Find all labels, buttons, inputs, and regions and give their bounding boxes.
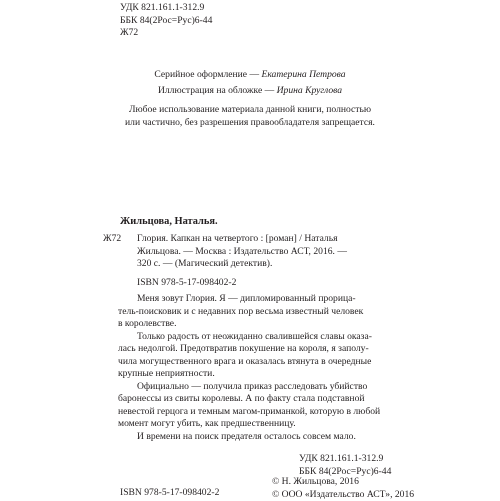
bottom-udk-code: УДК 821.161.1-312.9 bbox=[299, 453, 391, 466]
legal-notice-line: Любое использование материала данной книги, полностью bbox=[0, 104, 500, 117]
annotation-line: тель-поисковик и с недавних пор весьма известный человек bbox=[118, 306, 372, 319]
udk-code: УДК 821.161.1-312.9 bbox=[120, 2, 212, 15]
annotation-paragraph bbox=[118, 431, 372, 444]
legal-notice-line: или частично, без разрешения правообладателя запрещается. bbox=[0, 117, 500, 130]
annotation bbox=[118, 293, 372, 443]
cover-illustration-credit bbox=[0, 85, 500, 98]
bottom-classification bbox=[299, 453, 391, 478]
annotation-line: лась недолгой. Предотвратив покушение на короля, я заполу- bbox=[118, 343, 372, 356]
catalog-author-heading: Жильцова, Наталья. bbox=[120, 216, 218, 229]
annotation-paragraph bbox=[118, 381, 372, 431]
catalog-code: Ж72 bbox=[103, 233, 121, 246]
annotation-line: невестой герцога и темным магом-приманкой, которую в любой bbox=[118, 406, 372, 419]
catalog-title-entry bbox=[137, 233, 400, 271]
series-design-label: Серийное оформление — bbox=[154, 69, 261, 80]
annotation-line: Официально — получила приказ расследовать убийство bbox=[118, 381, 372, 394]
annotation-line: Меня зовут Глория. Я — дипломированный прорица- bbox=[118, 293, 372, 306]
cover-illustration-label: Иллюстрация на обложке — bbox=[158, 85, 277, 96]
copyright-block bbox=[272, 476, 414, 501]
classification-block bbox=[120, 2, 212, 40]
footer-isbn: ISBN 978-5-17-098402-2 bbox=[120, 487, 219, 500]
annotation-paragraph bbox=[118, 293, 372, 331]
copyright-author: © Н. Жильцова, 2016 bbox=[272, 476, 414, 489]
catalog-title-line: Глория. Капкан на четвертого : [роман] / Наталья bbox=[137, 233, 400, 246]
annotation-line: в королевстве. bbox=[118, 318, 372, 331]
annotation-line: баронессы из свиты королевы. А по факту стала подставной bbox=[118, 393, 372, 406]
annotation-line: Только радость от неожиданно свалившейся славы оказа- bbox=[118, 331, 372, 344]
bottom-bbk-code: ББК 84(2Рос=Рус)6-44 bbox=[299, 466, 391, 479]
bbk-code: ББК 84(2Рос=Рус)6-44 bbox=[120, 15, 212, 28]
annotation-line: И времени на поиск предателя осталось совсем мало. bbox=[118, 431, 372, 444]
catalog-title-line: Жильцова. — Москва : Издательство АСТ, 2016. — bbox=[137, 246, 400, 259]
annotation-line: момент могут убить, как предшественницу. bbox=[118, 418, 372, 431]
cover-illustration-name: Ирина Круглова bbox=[277, 85, 342, 96]
annotation-line: чила могущественного врага и оказалась втянута в очередные bbox=[118, 356, 372, 369]
series-design-name: Екатерина Петрова bbox=[261, 69, 345, 80]
annotation-paragraph bbox=[118, 331, 372, 381]
annotation-line: крупные неприятности. bbox=[118, 368, 372, 381]
legal-notice bbox=[0, 104, 500, 129]
catalog-isbn: ISBN 978-5-17-098402-2 bbox=[137, 277, 236, 290]
credits-block bbox=[0, 69, 500, 97]
series-design-credit bbox=[0, 69, 500, 82]
catalog-title-line: 320 с. — (Магический детектив). bbox=[137, 258, 400, 271]
copyright-publisher: © ООО «Издательство АСТ», 2016 bbox=[272, 489, 414, 501]
author-mark: Ж72 bbox=[120, 27, 212, 40]
